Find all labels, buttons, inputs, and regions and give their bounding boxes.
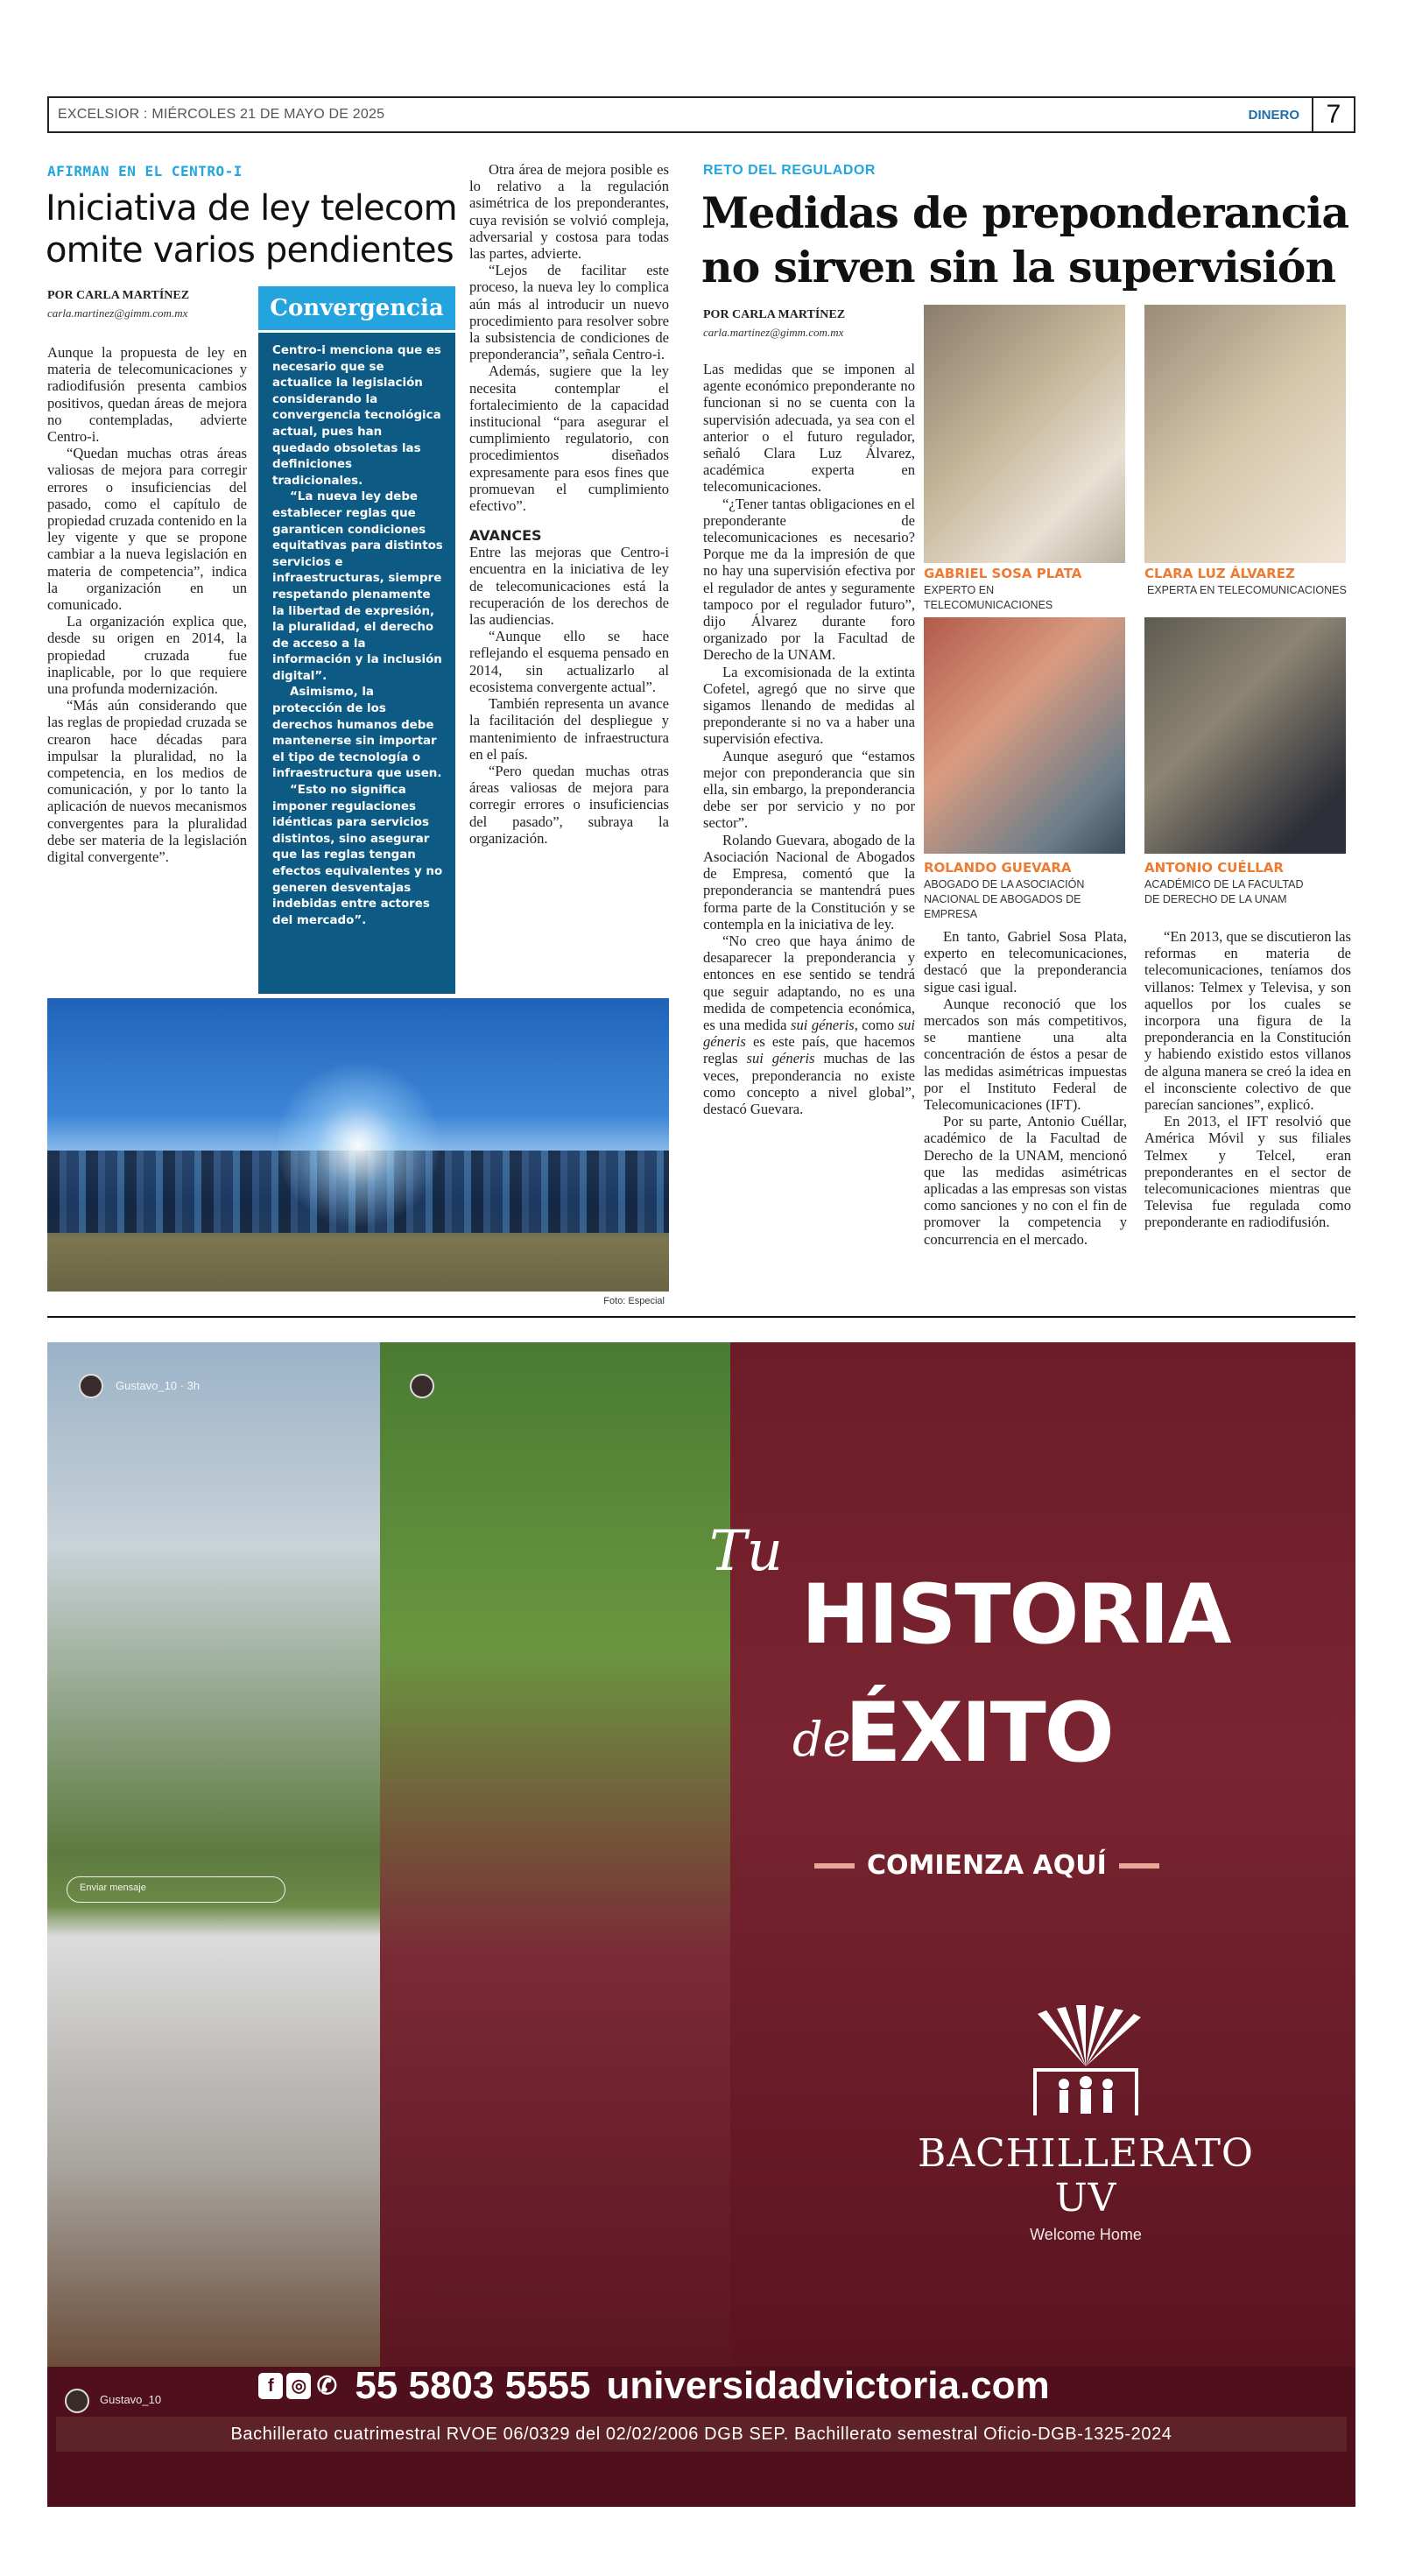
article1-kicker: AFIRMAN EN EL CENTRO-I xyxy=(47,163,243,179)
ad-photo-soccer-story xyxy=(47,1342,380,2367)
story-user-name: Gustavo_10 xyxy=(116,1379,178,1392)
paragraph: Las medidas que se imponen al agente económico preponderante no funcionan si no se cuenta con la supervisión adecuada, ya sea con el anterior o el futuro regulador, señaló Clara Luz Álvarez, académica experta en telecomunicaciones. xyxy=(703,361,915,496)
story-username: Gustavo_10 xyxy=(100,2393,162,2406)
sidebar-paragraph: “Esto no significa imponer regulaciones idénticas para servicios distintos, sino asegurar que las reglas tengan efectos equivalentes y no generen desventajas indebidas entre actores del mercado”. xyxy=(272,784,443,927)
story-username: Gustavo_10 · 3h xyxy=(116,1379,201,1392)
paragraph: También representa un avance la facilitación del despliegue y mantenimiento de infraestructura en el país. xyxy=(469,695,669,763)
article2-email[interactable]: carla.martinez@gimm.com.mx xyxy=(703,326,844,339)
ad-cta[interactable] xyxy=(814,1850,1270,1881)
article1-column1 xyxy=(47,344,247,865)
profile-name: ANTONIO CUÉLLAR xyxy=(1144,860,1284,876)
quote-italic: sui géneris xyxy=(746,1050,815,1067)
paragraph-quote xyxy=(703,933,915,1117)
ad-cta-label: COMIENZA AQUÍ xyxy=(867,1850,1107,1881)
sidebar-paragraph: “La nueva ley debe establecer reglas que garanticen condiciones equitativas para distintos servicios e infraestructuras, siempre respetando plenamente la libertad de expresión, la pluralidad, el derecho de acceso a la información y la inclusión digital”. xyxy=(272,490,443,683)
article2-column1 xyxy=(703,361,915,1117)
instagram-icon[interactable]: ◎ xyxy=(286,2373,311,2399)
profile-role: EXPERTO EN TELECOMUNICACIONES xyxy=(924,584,1053,611)
story-message-field: Enviar mensaje xyxy=(67,1876,285,1903)
profile-name: GABRIEL SOSA PLATA xyxy=(924,566,1082,581)
profile-name: CLARA LUZ ÁLVAREZ xyxy=(1144,566,1295,581)
paragraph: La organización explica que, desde su origen en 2014, la propiedad cruzada fue inaplicable, por lo que requiere una profunda modernización. xyxy=(47,613,247,698)
paragraph: “¿Tener tantas obligaciones en el preponderante de telecomunicaciones es necesario? Porque me da la impresión de que no hay una supervisión efectiva por el regulador de antes y seguramente tampoco por el regulador futuro”, dijo Álvarez durante foro organizado por la Facultad de Derecho de la UNAM. xyxy=(703,495,915,664)
article1-byline: POR CARLA MARTÍNEZ xyxy=(47,289,190,302)
page-folio xyxy=(47,96,1355,133)
portrait-clara-luz-alvarez xyxy=(1144,305,1346,563)
sidebar-box xyxy=(258,286,455,994)
cta-dash xyxy=(1119,1863,1159,1869)
article1-headline-line1: Iniciativa de ley telecom xyxy=(46,188,457,229)
article1-column3 xyxy=(469,161,669,847)
article1-headline-line2: omite varios pendientes xyxy=(46,230,454,271)
ad-url[interactable]: universidadvictoria.com xyxy=(606,2364,1050,2407)
paragraph: Por su parte, Antonio Cuéllar, académico de la Facultad de Derecho de la UNAM, mencionó que las medidas asimétricas aplicadas a las empresas son vistas como sanciones y no con el fin de promover la competencia y concurrencia en el mercado. xyxy=(924,1113,1127,1248)
ad-brand: BACHILLERATO UV xyxy=(917,2131,1254,2221)
network-city-photo xyxy=(47,998,669,1292)
paragraph: “Aunque ello se hace reflejando el esquema pensado en 2014, sin actualizarlo al ecosistema convergente actual”. xyxy=(469,628,669,695)
paragraph: Otra área de mejora posible es lo relativo a la regulación asimétrica de los preponderantes, cuya revisión se volvió compleja, adversarial y costosa para todas las partes, advierte. xyxy=(469,161,669,263)
paragraph: En tanto, Gabriel Sosa Plata, experto en telecomunicaciones, destacó que la preponderancia sigue casi igual. xyxy=(924,928,1127,996)
paragraph: Aunque aseguró que “estamos mejor con preponderancia que sin ella, sin embargo, la preponderancia debe ser por servicio y no por sector”. xyxy=(703,747,915,832)
portrait-antonio-cuellar xyxy=(1144,617,1346,854)
article2-headline-line2: no sirven sin la supervisión xyxy=(701,242,1336,292)
paragraph: Entre las mejoras que Centro-i encuentra en la iniciativa de ley de telecomunicaciones está la recuperación de los derechos de las audiencias. xyxy=(469,544,669,629)
quote-text: muchas de las veces, preponderancia no existe como concepto a nivel global”, destacó Guevara. xyxy=(703,1050,915,1117)
bachillerato-uv-logo xyxy=(902,2005,1270,2244)
globe-glow xyxy=(278,1057,440,1233)
ad-photo-student xyxy=(380,1342,730,2367)
folio-page-number: 7 xyxy=(1312,98,1354,131)
story-avatar xyxy=(79,1374,103,1398)
profile-role: EXPERTA EN TELECOMUNICACIONES xyxy=(1147,584,1347,596)
paragraph: “Más aún considerando que las reglas de propiedad cruzada se crearon hace décadas para impulsar la pluralidad, no la competencia, en los medios de comunicación, y por lo tanto la aplicación de nuevos mecanismos convergentes para la pluralidad debe ser materia de la legislación digital convergente”. xyxy=(47,697,247,866)
facebook-icon[interactable]: f xyxy=(258,2373,283,2399)
paragraph: Aunque reconoció que los mercados son más competitivos, se mantiene una alta concentración de éstos a pesar de las medidas asimétricas impuestas por el Instituto Federal de Telecomunicaciones (IFT). xyxy=(924,995,1127,1114)
paragraph: Además, sugiere que la ley necesita contemplar el fortalecimiento de la capacidad institucional “para asegurar el cumplimiento regulatorio, con procedimientos diseñados expresamente para esos fines que promuevan el cumplimiento efectivo”. xyxy=(469,362,669,515)
ad-headline-tu: Tu xyxy=(709,1519,783,1584)
paragraph: Aunque la propuesta de ley en materia de telecomunicaciones y radiodifusión presenta cambios positivos, quedan áreas de mejora no contempladas, advierte Centro-i. xyxy=(47,344,247,446)
paragraph: Rolando Guevara, abogado de la Asociación Nacional de Abogados de Empresa, comentó que la preponderancia se mantendrá pues forma parte de la Constitución y se contempla en la iniciativa de ley. xyxy=(703,831,915,933)
quote-italic: sui géneris xyxy=(703,1016,915,1051)
uv-emblem-icon xyxy=(1020,2005,1151,2119)
article2-headline xyxy=(701,186,1367,294)
cta-dash xyxy=(814,1863,855,1869)
story-time: 3h xyxy=(187,1379,201,1392)
profile-name: ROLANDO GUEVARA xyxy=(924,860,1072,876)
ad-phone[interactable]: 55 5803 5555 xyxy=(355,2364,591,2407)
article1-email[interactable]: carla.martinez@gimm.com.mx xyxy=(47,306,188,320)
article2-column2 xyxy=(924,928,1127,1248)
story-avatar xyxy=(410,1374,434,1398)
article1-subhead: AVANCES xyxy=(469,527,542,545)
article2-headline-line1: Medidas de preponderancia xyxy=(701,187,1349,238)
folio-section[interactable]: DINERO xyxy=(1248,107,1299,123)
profile-role: ABOGADO DE LA ASOCIACIÓN NACIONAL DE ABOGADOS DE EMPRESA xyxy=(924,878,1085,920)
quote-italic: sui géneris xyxy=(791,1016,855,1033)
section-divider xyxy=(47,1316,1355,1318)
sidebar-paragraph: Asimismo, la protección de los derechos humanos debe mantenerse sin importar el tipo de tecnología o infraestructura que usen. xyxy=(272,686,442,781)
article2-column3 xyxy=(1144,928,1351,1231)
ad-headline-exito: ÉXITO xyxy=(845,1686,1113,1781)
portrait-gabriel-sosa-plata xyxy=(924,305,1125,563)
ad-tagline: Welcome Home xyxy=(1030,2226,1142,2243)
sidebar-title: Convergencia xyxy=(258,286,455,330)
sidebar-paragraph: Centro-i menciona que es necesario que se actualice la legislación considerando la convergencia tecnológica actual, pues han quedado obsoletas las definiciones tradicionales. xyxy=(272,344,441,488)
photo-credit: Foto: Especial xyxy=(603,1296,665,1306)
ad-headline-de: de xyxy=(792,1712,851,1767)
sidebar-body xyxy=(258,333,455,994)
article2-kicker: RETO DEL REGULADOR xyxy=(703,163,876,178)
paragraph: “Lejos de facilitar este proceso, la nueva ley lo complica aún más al introducir un nuevo procedimiento para resolver sobre la subsistencia de condiciones de preponderancia”, señala Centro-i. xyxy=(469,262,669,363)
paragraph: “Quedan muchas otras áreas valiosas de mejora para corregir errores o insuficiencias del pasado, como el capítulo de propiedad cruzada contenido en la ley vigente y que se propone cambiar a la nueva legislación en materia de competencia”, indica la organización en un comunicado. xyxy=(47,445,247,614)
ad-headline-historia: HISTORIA xyxy=(801,1567,1230,1663)
quote-text: , como xyxy=(854,1016,898,1033)
phone-icon[interactable]: ✆ xyxy=(316,2372,338,2399)
paragraph: “Pero quedan muchas otras áreas valiosas de mejora para corregir errores o insuficiencias del pasado”, subraya la organización. xyxy=(469,762,669,847)
advertisement[interactable] xyxy=(47,1342,1355,2507)
paragraph: La excomisionada de la extinta Cofetel, agregó que no sirve que sigamos llenando de medidas al preponderante si no va a haber una supervisión efectiva. xyxy=(703,663,915,748)
article1-headline xyxy=(46,187,466,271)
profile-role: ACADÉMICO DE LA FACULTAD DE DERECHO DE LA UNAM xyxy=(1144,878,1304,905)
article2-byline: POR CARLA MARTÍNEZ xyxy=(703,308,846,321)
quote-text: “No creo que haya ánimo de desaparecer la preponderancia y entonces en ese sentido se tendrá que seguir adaptando, no es una medida de competencia económica, es una medida xyxy=(703,932,915,1033)
folio-date: EXCELSIOR : MIÉRCOLES 21 DE MAYO DE 2025 xyxy=(58,107,385,122)
ad-legal-text: Bachillerato cuatrimestral RVOE 06/0329 del 02/02/2006 DGB SEP. Bachillerato semestral Oficio-DGB-1325-2024 xyxy=(56,2417,1347,2452)
ad-contact-bar xyxy=(0,2364,1308,2408)
paragraph: En 2013, el IFT resolvió que América Móvil y sus filiales Telmex y Telcel, eran preponderantes en el sector de telecomunicaciones mientras que Televisa fue regulada como preponderante en radiodifusión. xyxy=(1144,1113,1351,1231)
quote-text: es este país, que hacemos reglas xyxy=(703,1033,915,1067)
portrait-rolando-guevara xyxy=(924,617,1125,854)
paragraph: “En 2013, que se discutieron las reformas en materia de telecomunicaciones, teníamos dos villanos: Telmex y Televisa, y son aquellos por los cuales se incorpora una figura de la preponderancia en la Constitución y habiendo existido estos villanos de alguna manera se creó la idea en el inconsciente colectivo de que parecían sanciones”, explicó. xyxy=(1144,928,1351,1114)
